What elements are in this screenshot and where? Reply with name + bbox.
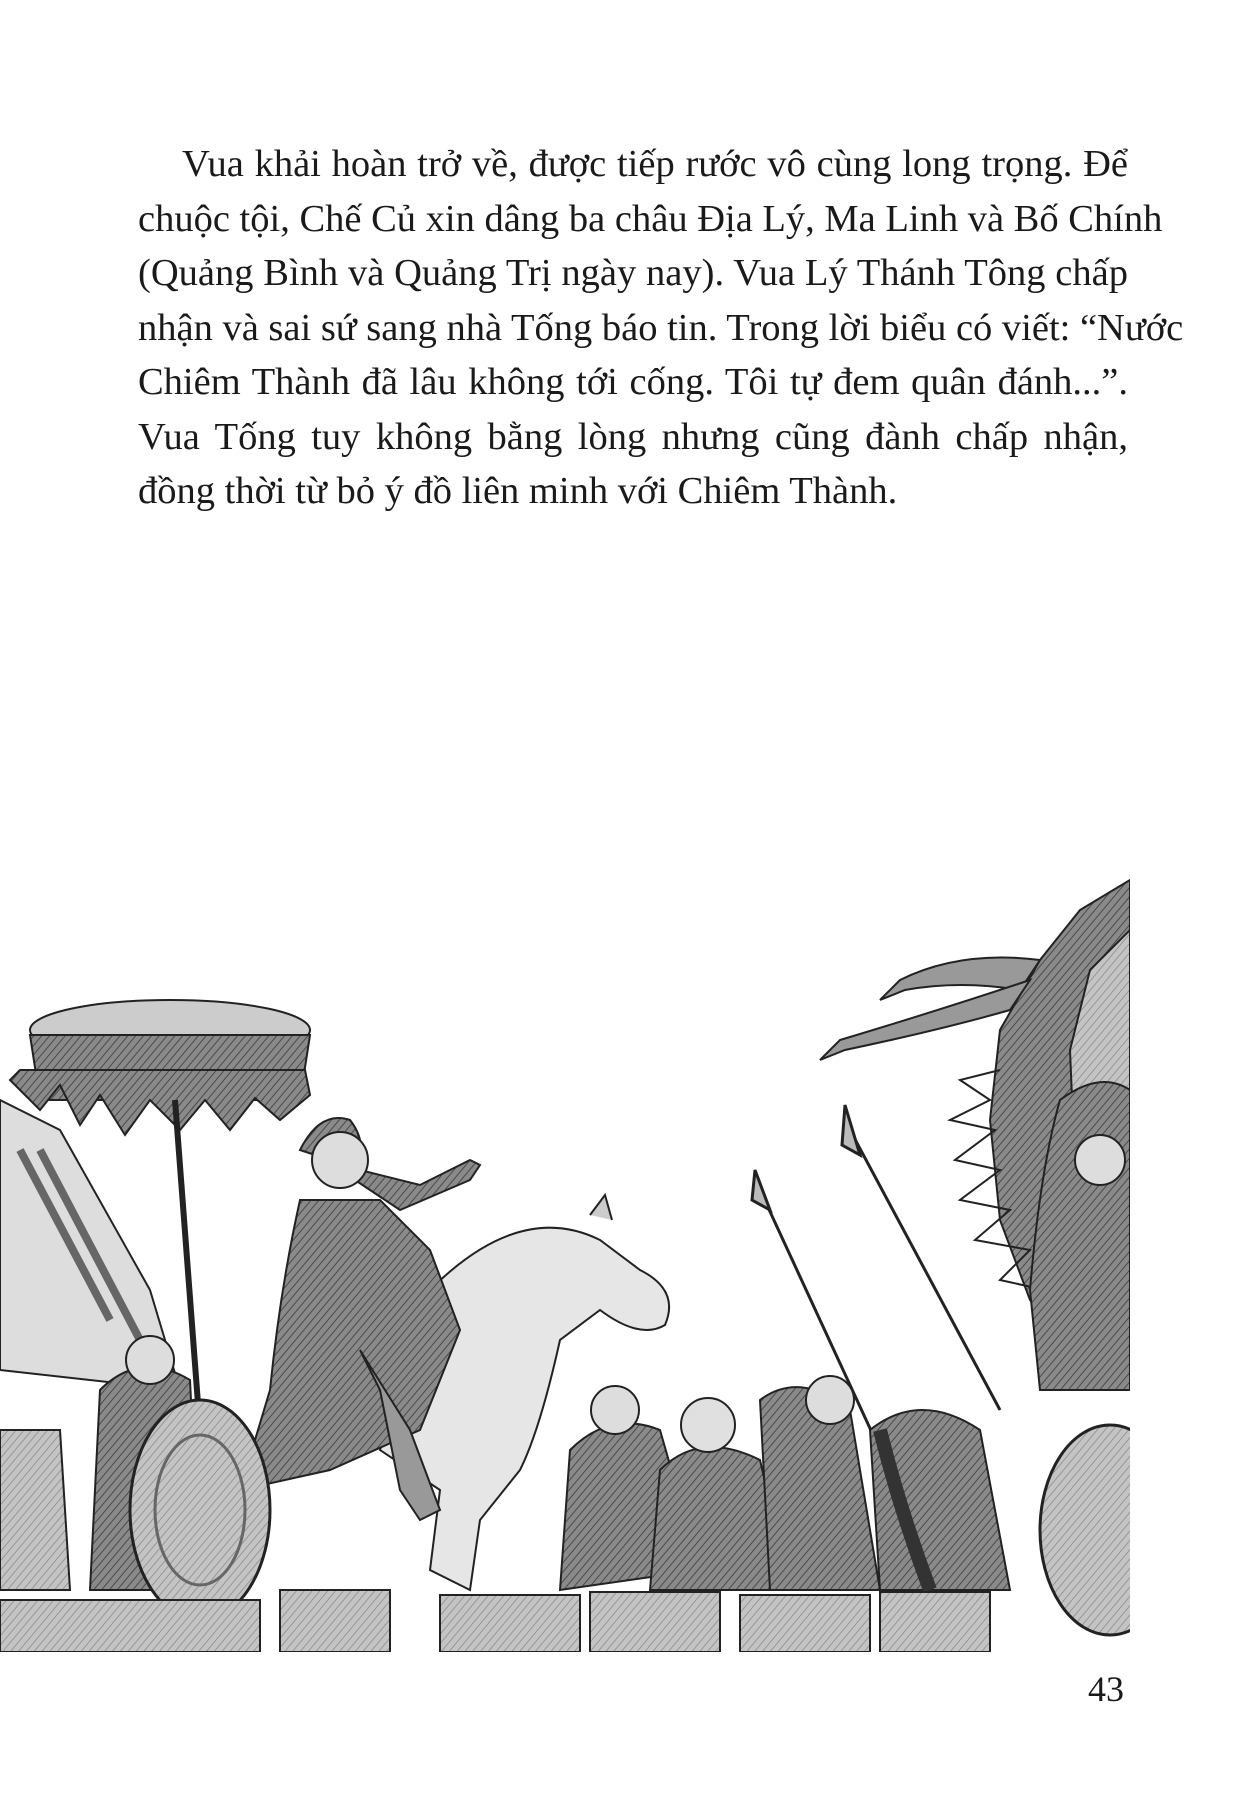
battle-return-illustration (0, 870, 1130, 1652)
paragraph-line: đồng thời từ bỏ ý đồ liên minh với Chiêm Thành. (138, 470, 898, 512)
drums (0, 1590, 990, 1652)
paragraph-line: Vua khải hoàn trở về, được tiếp rước vô cùng long trọng. Để (182, 143, 1128, 185)
paragraph-line: (Quảng Bình và Quảng Trị ngày nay). Vua Lý Thánh Tông chấp (138, 252, 1128, 294)
page-number: 43 (1088, 1669, 1124, 1709)
paragraph-line: chuộc tội, Chế Củ xin dâng ba châu Địa Lý, Ma Linh và Bố Chính (138, 197, 1163, 240)
paragraph-line: nhận và sai sứ sang nhà Tống báo tin. Trong lời biểu có viết: “Nước (138, 306, 1184, 349)
paragraph-line: Chiêm Thành đã lâu không tới cống. Tôi tự đem quân đánh...”. (138, 361, 1128, 403)
paragraph-line: Vua Tống tuy không bằng lòng nhưng cũng đành chấp nhận, (138, 415, 1128, 458)
body-paragraph (138, 137, 1184, 519)
